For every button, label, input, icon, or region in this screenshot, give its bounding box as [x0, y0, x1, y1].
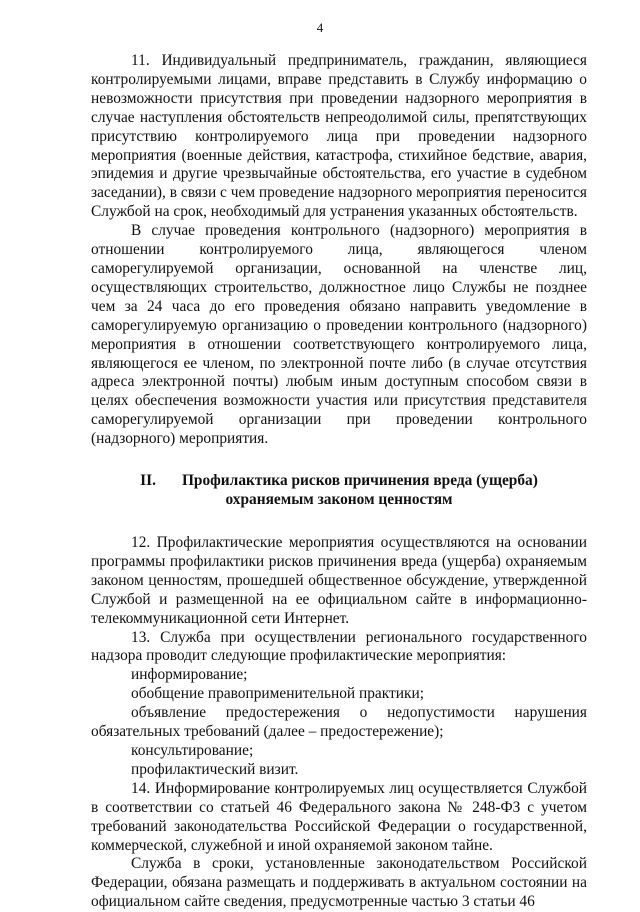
page-number: 4: [316, 20, 324, 35]
list-item-practice-generalization: обобщение правоприменительной практики;: [131, 685, 424, 703]
paragraph-self-regulatory-notice: В случае проведения контрольного (надзорного) мероприятия в отношении контролируемого лица, являющегося членом саморегулируемой организации, основанной на членстве лиц, осуществляющих строительство, должностное лицо Службы не позднее чем за 24 часа до его проведения обязано направить уведомление в саморегулируемую организацию о проведении контрольного (надзорного) мероприятия в отношении соответствующего контролируемого лица, являющегося ее членом, по электронной почте либо (в случае отсутствия адреса электронной почты) любым иным доступным способом связи в целях обеспечения возможности участия или присутствия представителя саморегулируемой организации при проведении контрольного (надзорного) мероприятия.: [91, 222, 587, 448]
section-heading-line1: [91, 471, 587, 490]
paragraph-12: 12. Профилактические мероприятия осуществляются на основании программы профилактики рисков причинения вреда (ущерба) охраняемым законом ценностям, прошедшей общественное обсуждение, утвержденной Службой и размещенной на ее официальном сайте в информационно-телекоммуникационной сети Интернет.: [91, 534, 587, 627]
list-item-consulting: консультирование;: [131, 742, 254, 759]
paragraph-14: 14. Информирование контролируемых лиц осуществляется Службой в соответствии со статьей 46 Федерального закона № 248-ФЗ с учетом требований законодательства Российской Федерации о государственной, коммерческой, служебной и иной охраняемой законом тайне.: [91, 779, 587, 854]
list-item-warning: объявление предостережения о недопустимости нарушения обязательных требований (далее – предостережение);: [91, 704, 587, 741]
paragraph-11: 11. Индивидуальный предприниматель, гражданин, являющиеся контролируемыми лицами, вправе представить в Службу информацию о невозможности присутствия при проведении надзорного мероприятия в случае наступления обстоятельств непреодолимой силы, препятствующих присутствию контролируемого лица при проведении надзорного мероприятия (военные действия, катастрофа, стихийное бедствие, авария, эпидемия и другие чрезвычайные обстоятельства, его участие в судебном заседании), в связи с чем проведение надзорного мероприятия переносится Службой на срок, необходимый для устранения указанных обстоятельств.: [91, 52, 587, 221]
document-body: [91, 52, 587, 912]
section-number: II.: [140, 472, 156, 490]
section-title-part1: Профилактика рисков причинения вреда (ущерба): [181, 472, 538, 490]
list-item-preventive-visit: профилактический визит.: [131, 760, 299, 778]
section-heading: [91, 471, 587, 509]
paragraph-13: 13. Служба при осуществлении регионального государственного надзора проводит следующие профилактические мероприятия:: [91, 628, 587, 665]
list-item-informing: информирование;: [131, 666, 248, 684]
section-heading-line2: охраняемым законом ценностям: [225, 491, 453, 509]
paragraph-website-info: Служба в сроки, установленные законодательством Российской Федерации, обязана размещать и поддерживать в актуальном состоянии на официальном сайте сведения, предусмотренные частью 3 статьи 46: [91, 855, 587, 911]
